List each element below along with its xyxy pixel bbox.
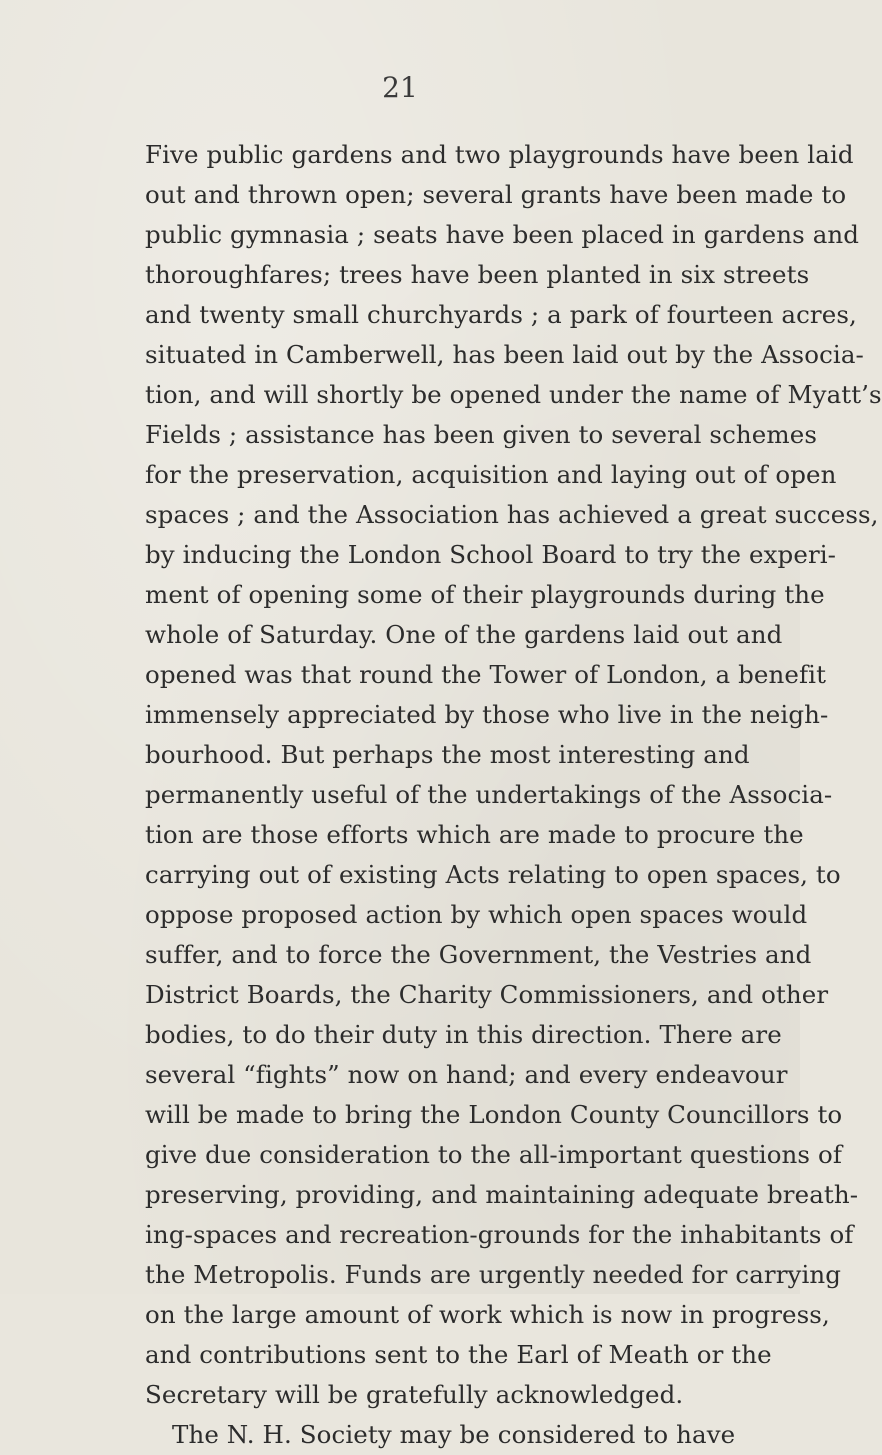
text-line: public gymnasia ; seats have been placed in gardens and	[145, 220, 860, 249]
page-number: 21	[382, 71, 418, 104]
text-line: tion are those efforts which are made to procure the	[145, 820, 804, 849]
text-line: by inducing the London School Board to try the experi-	[145, 540, 837, 569]
text-line: and twenty small churchyards ; a park of fourteen acres,	[145, 300, 857, 329]
text-line: Fields ; assistance has been given to several schemes	[145, 420, 817, 449]
text-line: out and thrown open; several grants have been made to	[145, 180, 847, 209]
text-line: ment of opening some of their playgrounds during the	[145, 580, 825, 609]
text-line: The N. H. Society may be considered to have	[172, 1420, 736, 1449]
text-line: bourhood. But perhaps the most interesting and	[145, 740, 750, 769]
text-line: ing-spaces and recreation-grounds for the inhabitants of	[145, 1220, 854, 1249]
text-line: situated in Camberwell, has been laid out by the Associa-	[145, 340, 864, 369]
text-line: for the preservation, acquisition and laying out of open	[145, 460, 837, 489]
text-line: bodies, to do their duty in this direction. There are	[145, 1020, 782, 1049]
text-line: will be made to bring the London County Councillors to	[145, 1100, 843, 1129]
text-line: give due consideration to the all-important questions of	[145, 1140, 843, 1169]
text-line: whole of Saturday. One of the gardens laid out and	[145, 620, 783, 649]
text-line: District Boards, the Charity Commissioners, and other	[145, 980, 829, 1009]
text-line: preserving, providing, and maintaining adequate breath-	[145, 1180, 859, 1209]
text-line: carrying out of existing Acts relating to open spaces, to	[145, 860, 841, 889]
text-line: several “fights” now on hand; and every endeavour	[145, 1060, 788, 1089]
text-line: on the large amount of work which is now in progress,	[145, 1300, 830, 1329]
text-line: suffer, and to force the Government, the Vestries and	[145, 940, 812, 969]
text-line: thoroughfares; trees have been planted in six streets	[145, 260, 810, 289]
text-line: opened was that round the Tower of London, a benefit	[145, 660, 827, 689]
text-line: permanently useful of the undertakings of the Associa-	[145, 780, 833, 809]
text-line: Secretary will be gratefully acknowledged.	[145, 1380, 684, 1409]
text-line: oppose proposed action by which open spaces would	[145, 900, 808, 929]
text-line: and contributions sent to the Earl of Meath or the	[145, 1340, 772, 1369]
text-line: Five public gardens and two playgrounds have been laid	[145, 140, 854, 169]
text-line: spaces ; and the Association has achieved a great success,	[145, 500, 879, 529]
text-line: the Metropolis. Funds are urgently needed for carrying	[145, 1260, 842, 1289]
text-line: tion, and will shortly be opened under the name of Myatt’s	[145, 380, 882, 409]
text-line: immensely appreciated by those who live in the neigh-	[145, 700, 829, 729]
